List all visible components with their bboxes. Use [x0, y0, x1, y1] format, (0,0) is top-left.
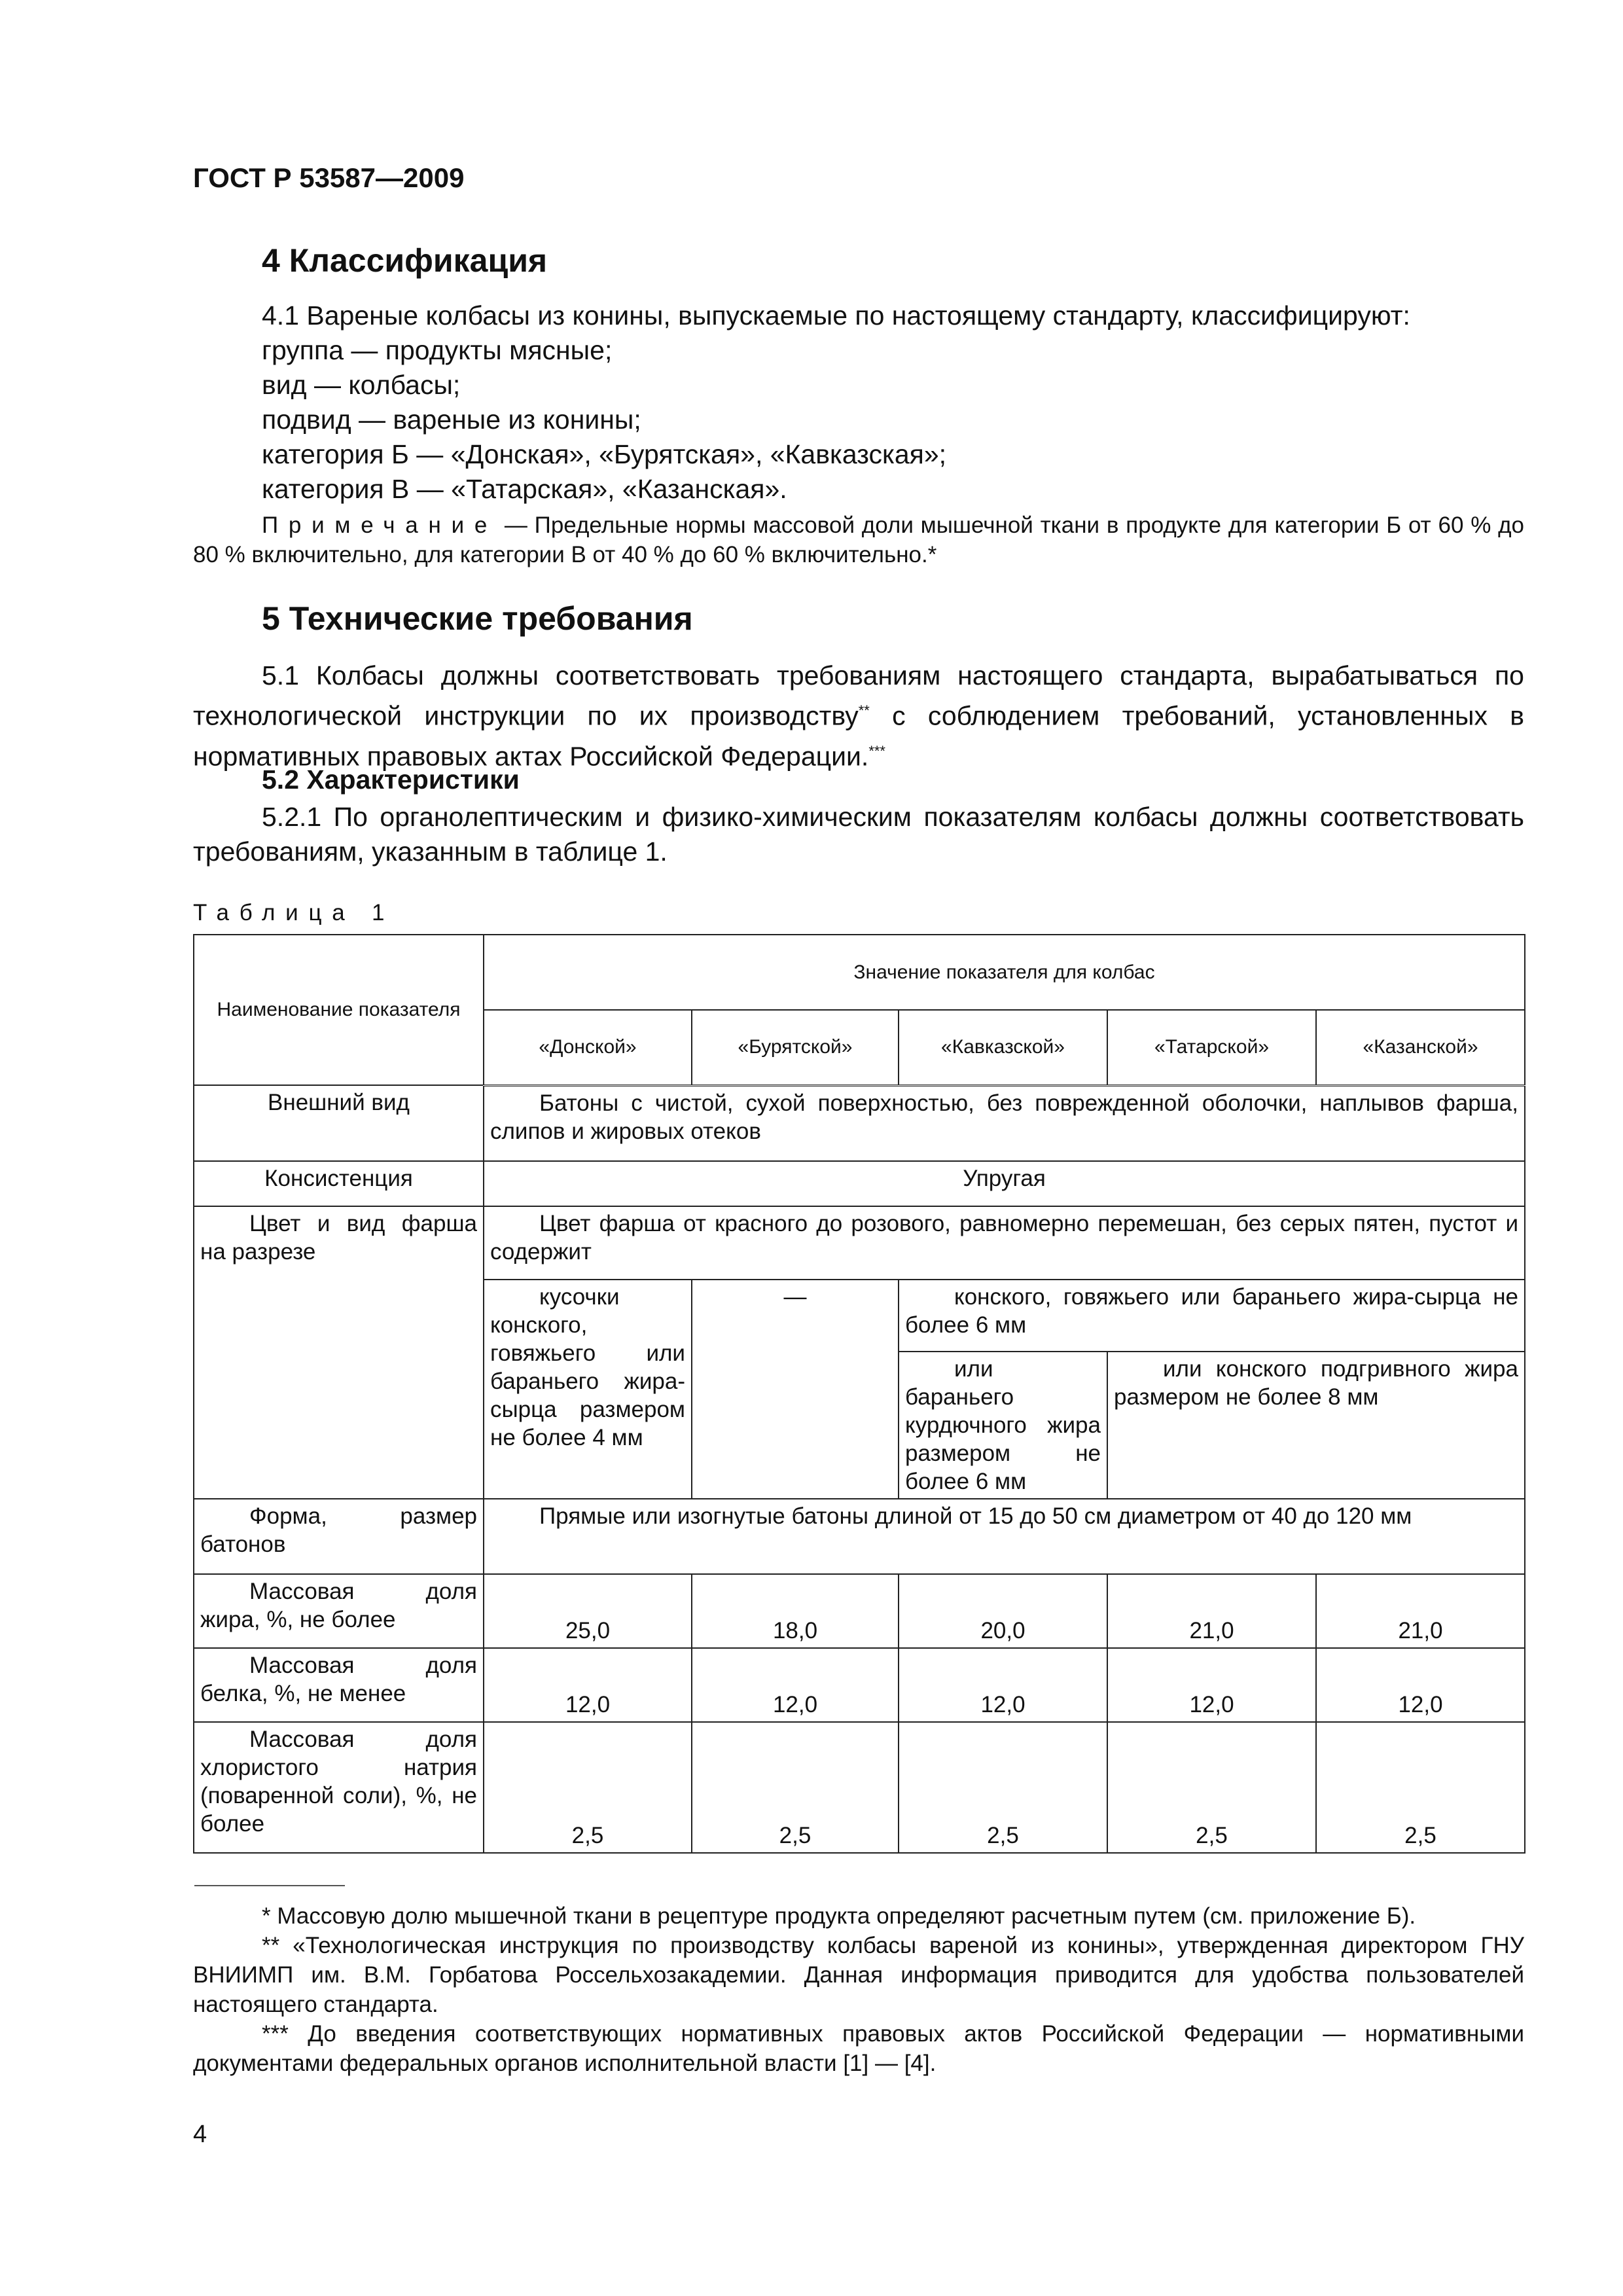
cell-value: 2,5	[1107, 1722, 1316, 1853]
footnote-2: ** «Технологическая инструкция по производству колбасы вареной из конины», утвержденная директором ГНУ ВНИИМП им. В.М. Горбатова Россельхозакадемии. Данная информация приводится для удобства пользователей настоящего стандарта.	[193, 1933, 1524, 2017]
note-label: Примечание	[262, 512, 498, 538]
row-value: Прямые или изогнутые батоны длиной от 15 до 50 см диаметром от 40 до 120 мм	[484, 1499, 1525, 1574]
list-item: вид — колбасы;	[262, 370, 461, 400]
cell-value: 2,5	[899, 1722, 1107, 1853]
header-indicator-name: Наименование показателя	[194, 935, 484, 1085]
cell-value: 21,0	[1107, 1574, 1316, 1648]
footnotes	[193, 1901, 1524, 2078]
cell-value: 21,0	[1316, 1574, 1525, 1648]
header-col-kavkaz: «Кавказской»	[899, 1010, 1107, 1085]
list-item: категория Б — «Донская», «Бурятская», «Кавказская»;	[262, 439, 947, 469]
table-caption: Таблица 1	[193, 900, 395, 925]
cell-value: 2,5	[692, 1722, 899, 1853]
cell-value: 20,0	[899, 1574, 1107, 1648]
row-name: Массовая доля хлористого натрия (поваренной соли), %, не более	[194, 1722, 484, 1853]
list-item: подвид — вареные из конины;	[262, 404, 641, 435]
list-item: категория В — «Татарская», «Казанская».	[262, 474, 787, 504]
table-row	[194, 1722, 1525, 1853]
cell-kavkaz: или бараньего курдючного жира размером не более 6 мм	[899, 1352, 1107, 1499]
section-4-list	[262, 298, 1525, 507]
cell-value: 12,0	[899, 1648, 1107, 1722]
table-header-row	[194, 935, 1525, 1010]
cell-value: 2,5	[1316, 1722, 1525, 1853]
row-name: Массовая доля жира, %, не более	[194, 1574, 484, 1648]
row-value: Упругая	[484, 1161, 1525, 1206]
clause-5-2-heading: 5.2 Характеристики	[262, 764, 520, 795]
footnote-3: *** До введения соответствующих нормативных правовых актов Российской Федерации — нормативными документами федеральных органов исполнительной власти [1] — [4].	[193, 2021, 1524, 2076]
note-text: — Предельные нормы массовой доли мышечной ткани в продукте для категории Б от 60 % до 80 % включительно, для категории В от 40 % до 60 % включительно.*	[193, 512, 1524, 567]
note	[193, 511, 1524, 569]
cell-value: 18,0	[692, 1574, 899, 1648]
table-row	[194, 1499, 1525, 1574]
section-4-heading: 4 Классификация	[262, 242, 548, 279]
header-col-tatar: «Татарской»	[1107, 1010, 1316, 1085]
section-5-heading: 5 Технические требования	[262, 600, 693, 637]
footnote-separator	[194, 1885, 345, 1886]
cell-value: 12,0	[692, 1648, 899, 1722]
cell-buryat: —	[692, 1280, 899, 1499]
table-row	[194, 1648, 1525, 1722]
table-row	[194, 1085, 1525, 1161]
row-value-common: Цвет фарша от красного до розового, равномерно перемешан, без серых пятен, пустот и содержит	[484, 1206, 1525, 1280]
cell-value: 12,0	[1316, 1648, 1525, 1722]
clause-4-1: 4.1 Вареные колбасы из конины, выпускаемые по настоящему стандарту, классифицируют:	[262, 300, 1410, 331]
header-value-group: Значение показателя для колбас	[484, 935, 1525, 1010]
row-name: Внешний вид	[194, 1085, 484, 1161]
header-col-donskoy: «Донской»	[484, 1010, 692, 1085]
table-row	[194, 1206, 1525, 1280]
cell-value: 25,0	[484, 1574, 692, 1648]
header-col-kazan: «Казанской»	[1316, 1010, 1525, 1085]
document-code: ГОСТ Р 53587—2009	[193, 162, 465, 193]
list-item: группа — продукты мясные;	[262, 335, 613, 365]
row-name: Массовая доля белка, %, не менее	[194, 1648, 484, 1722]
header-col-buryat: «Бурятской»	[692, 1010, 899, 1085]
row-name: Цвет и вид фарша на разрезе	[194, 1206, 484, 1499]
row-value: Батоны с чистой, сухой поверхностью, без поврежденной оболочки, наплывов фарша, слипов и жировых отеков	[484, 1085, 1525, 1161]
table-row	[194, 1574, 1525, 1648]
page-number: 4	[193, 2121, 207, 2148]
cell-tatar-kazan: или конского подгривного жира размером не более 8 мм	[1107, 1352, 1525, 1499]
cell-kavkaz-tatar-kazan: конского, говяжьего или бараньего жира-сырца не более 6 мм	[899, 1280, 1525, 1352]
cell-donskoy: кусочки конского, говяжьего или бараньего жира-сырца размером не более 4 мм	[484, 1280, 692, 1499]
cell-value: 2,5	[484, 1722, 692, 1853]
clause-5-2-1: 5.2.1 По органолептическим и физико-химическим показателям колбасы должны соответствовать требованиям, указанным в таблице 1.	[193, 802, 1524, 867]
table-1	[193, 934, 1525, 1854]
clause-5-1: 5.1 Колбасы должны соответствовать требованиям настоящего стандарта, вырабатываться по технологической инструкции по их производству** с соблюдением требований, установленных в нормативных правовых актах Российской Федерации.***	[193, 660, 1525, 772]
row-name: Консистенция	[194, 1161, 484, 1206]
footnote-1: * Массовую долю мышечной ткани в рецептуре продукта определяют расчетным путем (см. приложение Б).	[262, 1903, 1416, 1929]
cell-value: 12,0	[1107, 1648, 1316, 1722]
row-name: Форма, размер батонов	[194, 1499, 484, 1574]
cell-value: 12,0	[484, 1648, 692, 1722]
table-row	[194, 1161, 1525, 1206]
